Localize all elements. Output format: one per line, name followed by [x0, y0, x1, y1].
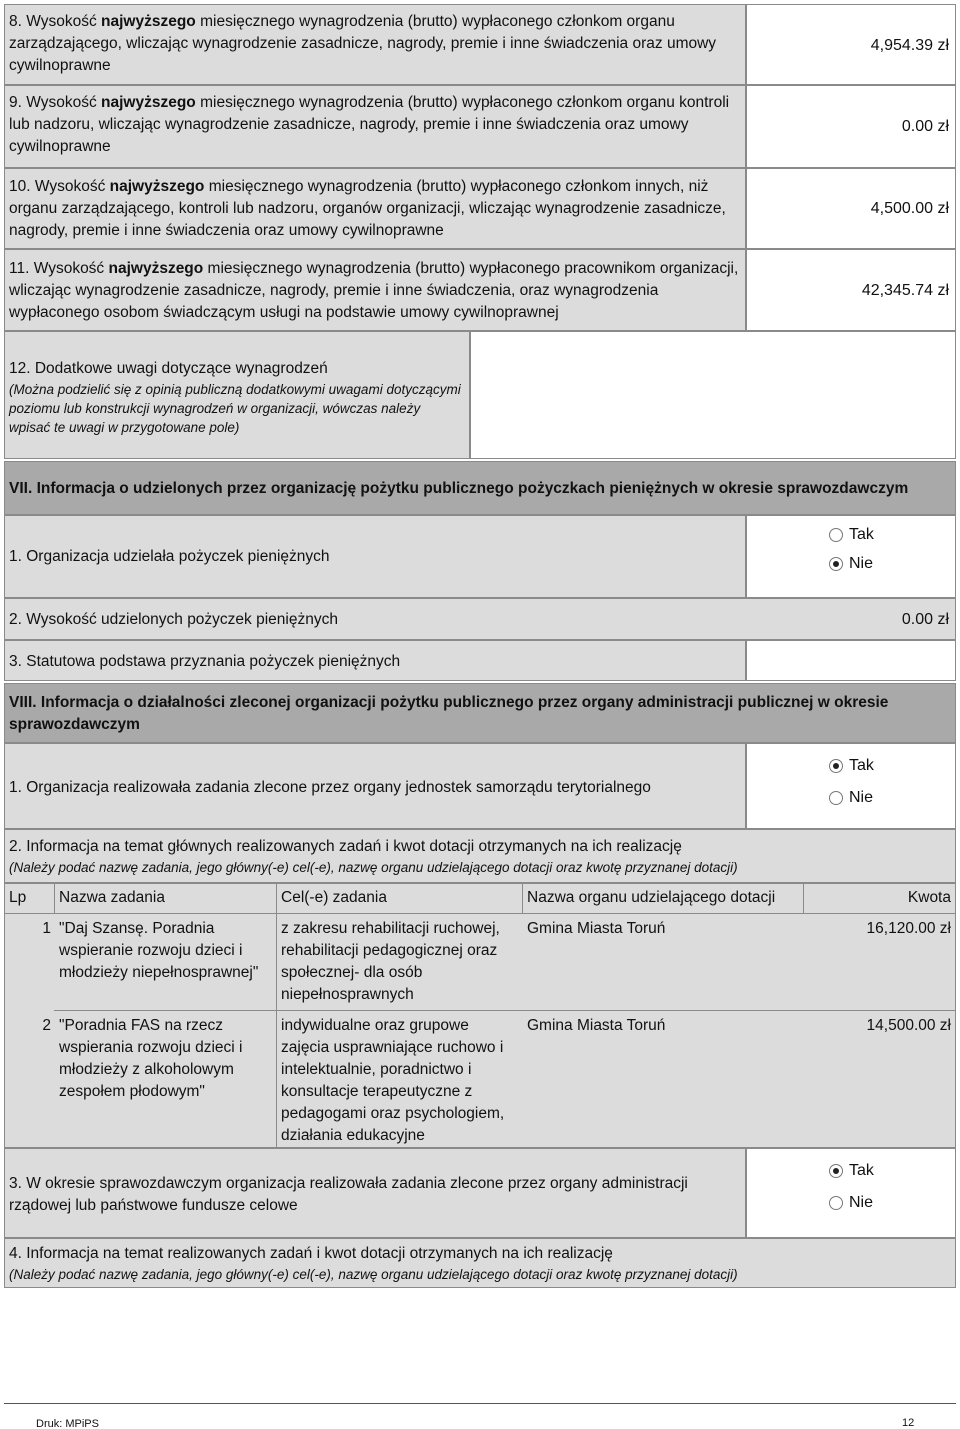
- table-row-1-amount: 16,120.00 zł: [866, 920, 951, 937]
- grants-table: [4, 883, 956, 1148]
- row-9-amount-cell: [746, 85, 956, 168]
- radio-checked-icon: [829, 557, 843, 571]
- viii-q3-radio-nie[interactable]: Nie: [829, 1192, 873, 1214]
- row-8: [4, 4, 746, 85]
- row-8-label: 8. Wysokość najwyższego miesięcznego wynagrodzenia (brutto) wypłaconego członkom organu zarządzającego, wliczając wynagrodzenie zasadnicze, nagrody, premie i inne świadczenia oraz umowy cywilnoprawne: [9, 13, 717, 74]
- row-9: [4, 85, 746, 168]
- radio-unchecked-icon: [829, 791, 843, 805]
- vii-q2-label: 2. Wysokość udzielonych pożyczek pieniężnych: [9, 611, 338, 628]
- row-11-amount-cell: [746, 249, 956, 331]
- row-10-label: 10. Wysokość najwyższego miesięcznego wynagrodzenia (brutto) wypłaconego członkom innych, niż organu zarządzającego, kontroli lub nadzoru, organów organizacji, wliczając wynagrodzenie zasadnicze, nagrody, premie i inne świadczenia oraz umowy cywilnoprawne: [9, 178, 726, 239]
- table-row-2-org: Gmina Miasta Toruń: [527, 1017, 666, 1034]
- radio-unchecked-icon: [829, 1196, 843, 1210]
- th-amount: Kwota: [907, 889, 951, 906]
- vii-q3: [4, 640, 746, 681]
- table-row-2-goal: indywidualne oraz grupowe zajęcia usprawniające ruchowo i intelektualnie, poradnictwo i konsultacje terapeutyczne z pedagogami oraz psychologiem, działania edukacyjne: [281, 1017, 505, 1144]
- row-10: [4, 168, 746, 249]
- viii-q3: [4, 1148, 746, 1238]
- viii-q1-options: [746, 743, 956, 829]
- row-8-amount-cell: [746, 4, 956, 85]
- remarks-hint: (Można podzielić się z opinią publiczną dodatkowymi uwagami dotyczącymi poziomu lub konstrukcji wynagrodzeń w organizacji, wówczas należy wpisać te uwagi w przygotowane pole): [9, 382, 461, 435]
- row-10-amount: 4,500.00 zł: [870, 200, 949, 217]
- th-goal: Cel(-e) zadania: [281, 889, 387, 906]
- viii-q3-options: [746, 1148, 956, 1238]
- viii-q1-label: 1. Organizacja realizowała zadania zlecone przez organy jednostek samorządu terytorialnego: [9, 779, 651, 796]
- radio-checked-icon: [829, 1164, 843, 1178]
- vii-q1-radio-nie[interactable]: Nie: [829, 553, 873, 575]
- th-lp: Lp: [9, 889, 27, 906]
- viii-q4: [4, 1238, 956, 1288]
- remarks-label: 12. Dodatkowe uwagi dotyczące wynagrodzeń: [9, 360, 328, 377]
- vii-q3-label: 3. Statutowa podstawa przyznania pożyczek pieniężnych: [9, 653, 401, 670]
- radio-unchecked-icon: [829, 528, 843, 542]
- table-row-1-org: Gmina Miasta Toruń: [527, 920, 666, 937]
- viii-q4-hint: (Należy podać nazwę zadania, jego główny(-e) cel(-e), nazwę organu udzielającego dotacji oraz kwotę przyznanej dotacji): [9, 1267, 738, 1282]
- section-viii-title: VIII. Informacja o działalności zleconej organizacji pożytku publicznego przez organy administracji publicznej w okresie sprawozdawczym: [9, 694, 889, 733]
- section-viii-header: [4, 683, 956, 743]
- viii-q2-hint: (Należy podać nazwę zadania, jego główny(-e) cel(-e), nazwę organu udzielającego dotacji oraz kwotę przyznanej dotacji): [9, 860, 738, 875]
- row-11: [4, 249, 746, 331]
- viii-q1-radio-tak[interactable]: Tak: [829, 755, 874, 777]
- viii-q3-radio-tak[interactable]: Tak: [829, 1160, 874, 1182]
- viii-q1-radio-nie[interactable]: Nie: [829, 787, 873, 809]
- footer-page-number: 12: [902, 1417, 915, 1429]
- table-row-2-name: "Poradnia FAS na rzecz wspierania rozwoju dzieci i młodzieży z alkoholowym zespołem płodowym": [59, 1017, 243, 1100]
- th-org: Nazwa organu udzielającego dotacji: [527, 889, 776, 906]
- viii-q2: [4, 829, 956, 883]
- remarks-label-cell: [4, 331, 470, 459]
- section-vii-header: [4, 461, 956, 515]
- th-name: Nazwa zadania: [59, 889, 165, 906]
- table-row-2-lp: 2: [42, 1017, 51, 1034]
- vii-q2: [4, 598, 956, 640]
- vii-q1: [4, 515, 746, 598]
- row-9-label: 9. Wysokość najwyższego miesięcznego wynagrodzenia (brutto) wypłaconego członkom organu kontroli lub nadzoru, wliczając wynagrodzenie zasadnicze, nagrody, premie i inne świadczenia oraz umowy cywilnoprawne: [9, 94, 730, 155]
- section-vii-title: VII. Informacja o udzielonych przez organizację pożytku publicznego pożyczkach pieniężnych w okresie sprawozdawczym: [9, 480, 909, 497]
- viii-q2-label: 2. Informacja na temat głównych realizowanych zadań i kwot dotacji otrzymanych na ich realizację: [9, 838, 682, 855]
- table-row-1-goal: z zakresu rehabilitacji ruchowej, rehabilitacji pedagogicznej oraz społecznej- dla osób niepełnosprawnych: [281, 920, 500, 1003]
- footer-print-label: Druk: MPiPS: [36, 1418, 99, 1429]
- radio-checked-icon: [829, 759, 843, 773]
- viii-q1: [4, 743, 746, 829]
- vii-q3-input[interactable]: [746, 640, 956, 681]
- vii-q2-amount: 0.00 zł: [901, 611, 949, 628]
- viii-q3-label: 3. W okresie sprawozdawczym organizacja realizowała zadania zlecone przez organy administracji rządowej lub państwowe fundusze celowe: [9, 1175, 688, 1214]
- row-9-amount: 0.00 zł: [901, 118, 949, 135]
- row-8-amount: 4,954.39 zł: [870, 37, 949, 54]
- viii-q4-label: 4. Informacja na temat realizowanych zadań i kwot dotacji otrzymanych na ich realizację: [9, 1245, 613, 1262]
- vii-q1-options: [746, 515, 956, 598]
- table-row-1-name: "Daj Szansę. Poradnia wspieranie rozwoju dzieci i młodzieży niepełnosprawnej": [59, 920, 259, 981]
- row-11-label: 11. Wysokość najwyższego miesięcznego wynagrodzenia (brutto) wypłaconego pracownikom organizacji, wliczając wynagrodzenie zasadnicze, nagrody, premie i inne świadczenia, oraz wynagrodzenia wypłaconego osobom świadczącym usługi na podstawie umowy cywilnoprawnej: [9, 260, 739, 321]
- row-11-amount: 42,345.74 zł: [861, 282, 949, 299]
- vii-q1-label: 1. Organizacja udzielała pożyczek pieniężnych: [9, 548, 330, 565]
- table-row-1-lp: 1: [42, 920, 51, 937]
- table-row-2-amount: 14,500.00 zł: [866, 1017, 951, 1034]
- footer-rule: [4, 1403, 956, 1404]
- vii-q1-radio-tak[interactable]: Tak: [829, 524, 874, 546]
- row-10-amount-cell: [746, 168, 956, 249]
- remarks-input[interactable]: [470, 331, 956, 459]
